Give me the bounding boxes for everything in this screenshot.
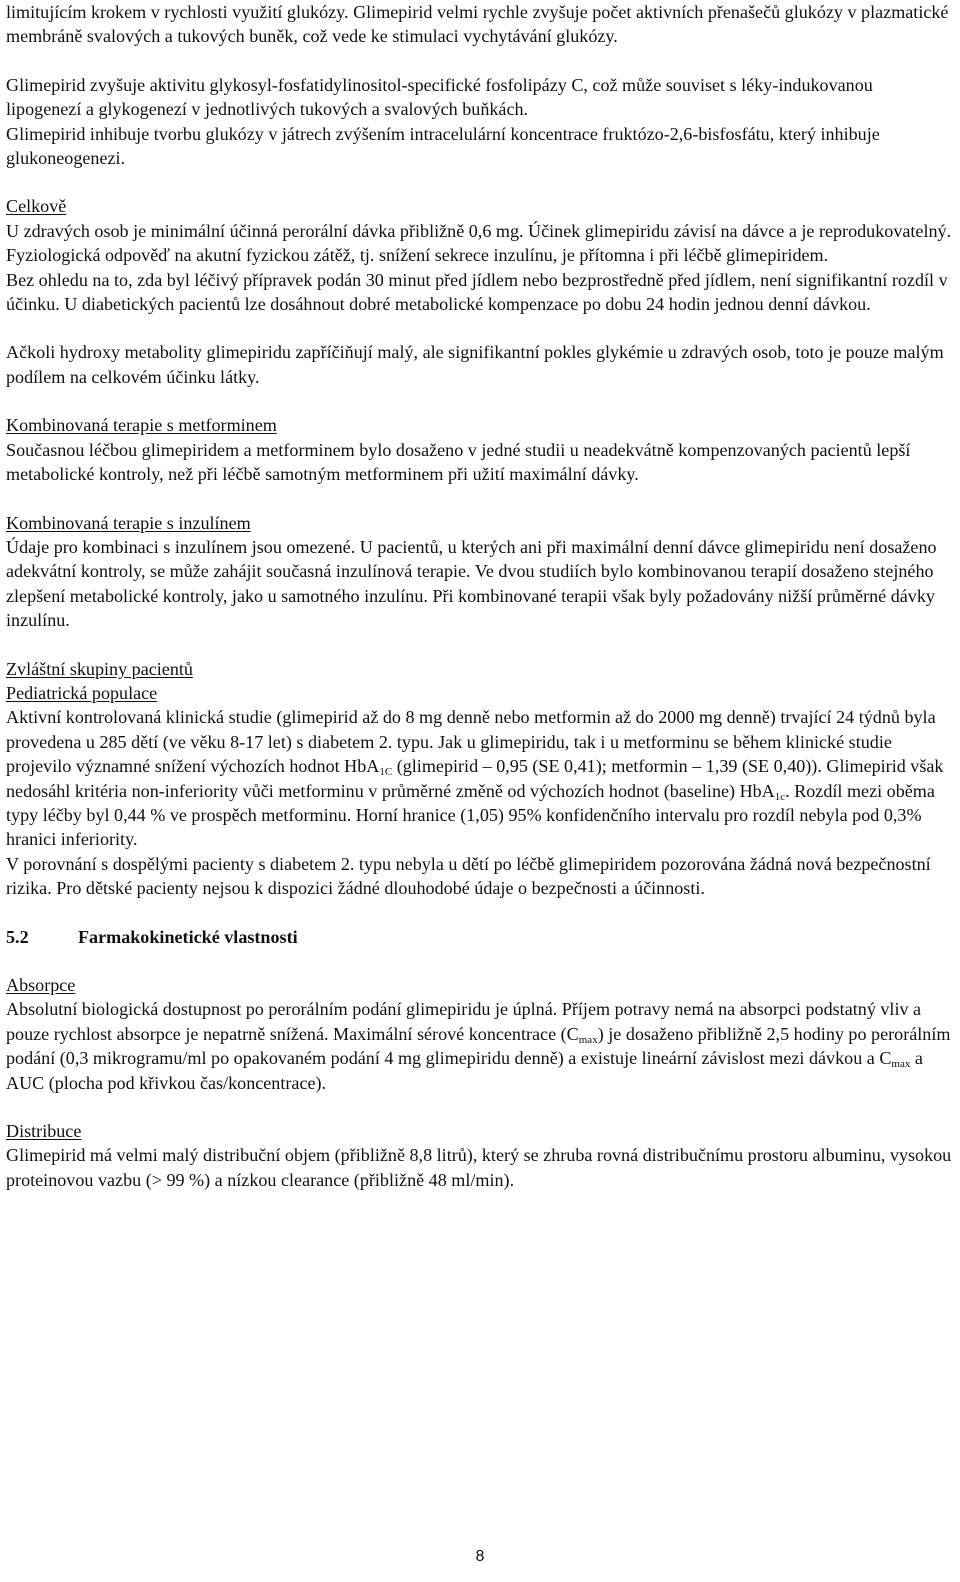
heading-inzulin: Kombinovaná terapie s inzulínem <box>6 512 251 533</box>
heading-metformin: Kombinovaná terapie s metforminem <box>6 415 277 436</box>
paragraph-celkove-1: U zdravých osob je minimální účinná perorální dávka přibližně 0,6 mg. Účinek glimepiridu závisí na dávce a je reprodukovatelný. Fyziologická odpověď na akutní fyzickou zátěž, tj. snížení sekrece inzulínu, je přítomna i při léčbě glimepiridem. <box>6 220 952 266</box>
absorpce-text-3: a AUC (plocha pod křivkou čas/koncentrace). <box>6 1048 923 1093</box>
heading-distribuce: Distribuce <box>6 1121 82 1142</box>
paragraph-distribuce: Glimepirid má velmi malý distribuční objem (přibližně 8,8 litrů), který se zhruba rovná distribučnímu prostoru albuminu, vysokou proteinovou vazbu (> 99 %) a nízkou clearance (přibližně 48 ml/min). <box>6 1145 952 1190</box>
hba-subscript-1: 1C <box>379 766 393 779</box>
document-page <box>6 0 952 1192</box>
paragraph-pediatricka <box>6 705 952 851</box>
paragraph-inzulin: Údaje pro kombinaci s inzulínem jsou omezené. U pacientů, u kterých ani při maximální denní dávce glimepiridu není dosaženo adekvátní kontroly, se může zahájit současná inzulínová terapie. Ve dvou studiích bylo kombinovanou terapií dosaženo stejného zlepšení metabolické kontroly, jako u samotného inzulínu. Při kombinované terapii však byly požadovány nižší průměrné dávky inzulínu. <box>6 536 937 631</box>
pediatricka-text-3: . Rozdíl mezi oběma typy léčby byl 0,44 % ve prospěch metforminu. Horní hranice (1,05) 95% konfidenčního intervalu pro rozdíl nebyla pod 0,3% hranici inferiority. <box>6 780 935 850</box>
heading-celkove: Celkově <box>6 196 67 217</box>
heading-pediatricka-populace: Pediatrická populace <box>6 682 158 703</box>
absorpce-text-1: Absolutní biologická dostupnost po perorálním podání glimepiridu je úplná. Příjem potravy nemá na absorpci podstatný vliv a pouze rychlost absorpce je nepatrně snížená. Maximální sérové koncentrace (C <box>6 999 922 1044</box>
paragraph-jatra: Glimepirid inhibuje tvorbu glukózy v játrech zvýšením intracelulární koncentrace fruktózo-2,6-bisfosfátu, který inhibuje glukoneogenezi. <box>6 123 880 169</box>
section-number: 5.2 <box>6 926 29 947</box>
paragraph-metformin: Současnou léčbou glimepiridem a metforminem bylo dosaženo v jedné studii u neadekvátně kompenzovaných pacientů lepší metabolické kontroly, než při léčbě samotným metforminem při užití maximální dávky. <box>6 439 911 485</box>
absorpce-text-2: ) je dosaženo přibližně 2,5 hodiny po perorálním podání (0,3 mikrogramu/ml po opakovaném podání 4 mg glimepiridu denně) a existuje lineární závislost mezi dávkou a C <box>6 1023 951 1069</box>
paragraph-top: limitujícím krokem v rychlosti využití glukózy. Glimepirid velmi rychle zvyšuje počet aktivních přenašečů glukózy v plazmatické membráně svalových a tukových buněk, což vede ke stimulaci vychytávání glukózy. <box>6 2 949 47</box>
pediatricka-text-2: (glimepirid – 0,95 (SE 0,41); metformin – 1,39 (SE 0,40)). Glimepirid však nedosáhl kritéria non-inferiority vůči metforminu v průměrné změně od výchozích hodnot (baseline) HbA <box>6 756 944 801</box>
section-heading <box>6 925 952 949</box>
paragraph-celkove-2: Bez ohledu na to, zda byl léčivý přípravek podán 30 minut před jídlem nebo bezprostředně před jídlem, není signifikantní rozdíl v účinku. U diabetických pacientů lze dosáhnout dobré metabolické kompenzace po dobu 24 hodin jednou denní dávkou. <box>6 269 948 315</box>
paragraph-metabolity: Ačkoli hydroxy metabolity glimepiridu zapříčiňují malý, ale signifikantní pokles glykémie u zdravých osob, toto je pouze malým podílem na celkovém účinku látky. <box>6 342 944 387</box>
cmax-subscript-1: max <box>578 1033 598 1046</box>
hba-subscript-2: 1c <box>774 790 786 803</box>
paragraph-pediatricka-2: V porovnání s dospělými pacienty s diabetem 2. typu nebyla u dětí po léčbě glimepiridem pozorována žádná nová bezpečnostní rizika. Pro dětské pacienty nejsou k dispozici žádné dlouhodobé údaje o bezpečnosti a účinnosti. <box>6 853 931 899</box>
heading-zvlastni-skupiny: Zvláštní skupiny pacientů <box>6 658 193 679</box>
page-number: 8 <box>475 1548 485 1565</box>
heading-absorpce: Absorpce <box>6 975 76 995</box>
section-title: Farmakokinetické vlastnosti <box>78 926 298 947</box>
pediatricka-text-1: Aktivní kontrolovaná klinická studie (glimepirid až do 8 mg denně nebo metformin až do 2000 mg denně) trvající 24 týdnů byla provedena u 285 dětí (ve věku 8-17 let) s diabetem 2. typu. Jak u glimepiridu, tak i u metforminu se během klinické studie projevilo významné snížení výchozích hodnot HbA <box>6 707 936 777</box>
cmax-subscript-2: max <box>891 1058 911 1071</box>
paragraph-absorpce <box>6 997 952 1095</box>
paragraph-fosfolipaza: Glimepirid zvyšuje aktivitu glykosyl-fosfatidylinositol-specifické fosfolipázy C, což může souviset s léky-indukovanou lipogenezí a glykogenezí v jednotlivých tukových a svalových buňkách. <box>6 74 873 120</box>
